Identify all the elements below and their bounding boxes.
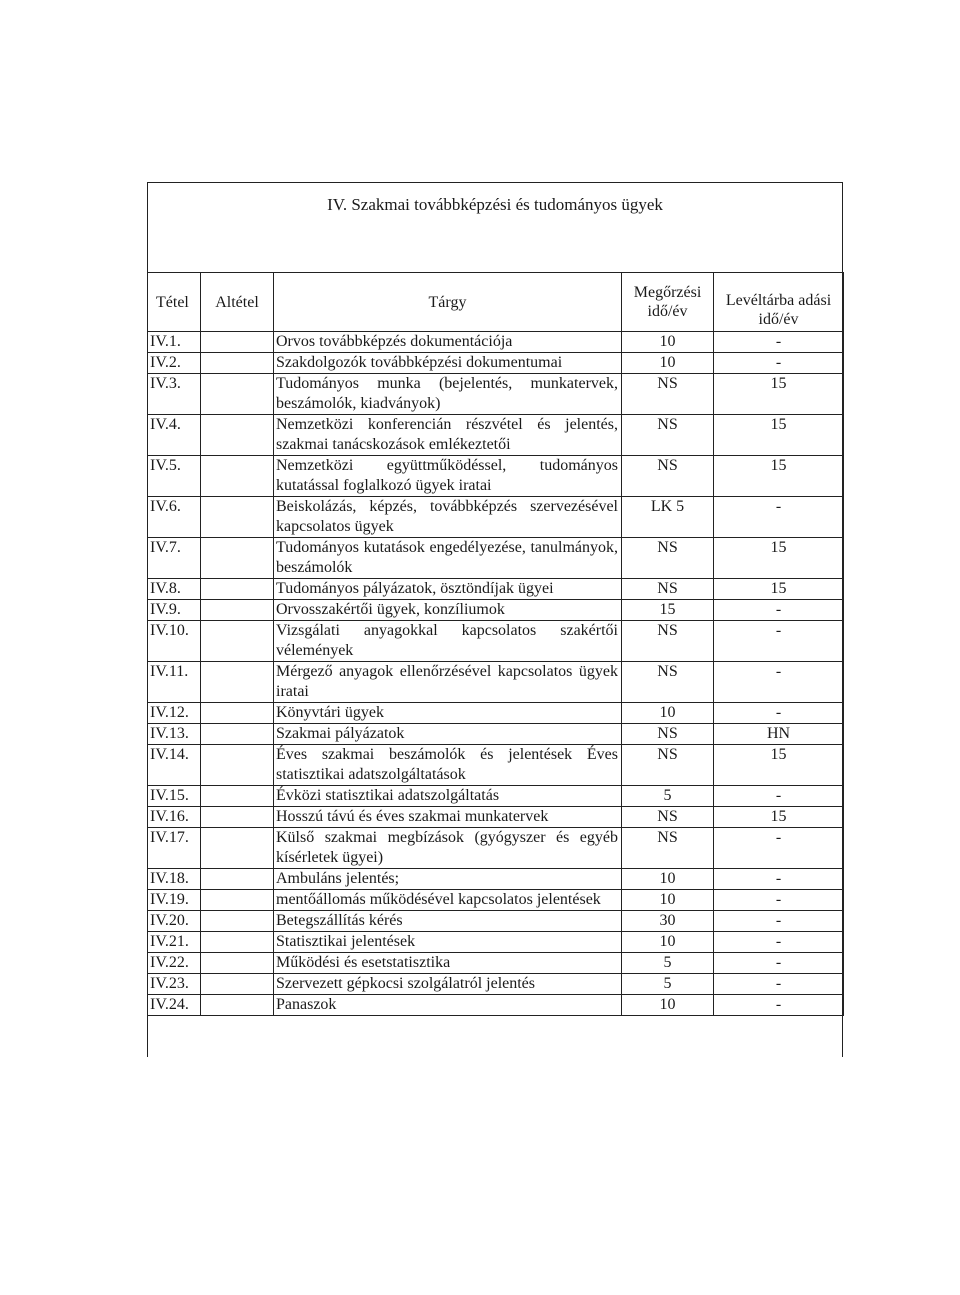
cell-altetel	[201, 828, 274, 869]
cell-leveltar: 15	[714, 745, 844, 786]
cell-altetel	[201, 724, 274, 745]
cell-targy: Évközi statisztikai adatszolgáltatás	[274, 786, 622, 807]
cell-megorzesi: 10	[622, 890, 714, 911]
cell-targy: Beiskolázás, képzés, továbbképzés szervezésével kapcsolatos ügyek	[274, 497, 622, 538]
cell-tetel: IV.16.	[148, 807, 201, 828]
cell-tetel: IV.8.	[148, 579, 201, 600]
cell-leveltar: 15	[714, 579, 844, 600]
table-row	[148, 974, 844, 995]
cell-leveltar: -	[714, 332, 844, 353]
cell-leveltar: 15	[714, 456, 844, 497]
table-row	[148, 828, 844, 869]
cell-megorzesi: NS	[622, 374, 714, 415]
cell-megorzesi: NS	[622, 828, 714, 869]
cell-altetel	[201, 374, 274, 415]
cell-altetel	[201, 497, 274, 538]
cell-leveltar: 15	[714, 538, 844, 579]
cell-altetel	[201, 911, 274, 932]
cell-altetel	[201, 786, 274, 807]
cell-targy: Mérgező anyagok ellenőrzésével kapcsolatos ügyek iratai	[274, 662, 622, 703]
cell-tetel: IV.10.	[148, 621, 201, 662]
cell-altetel	[201, 932, 274, 953]
cell-megorzesi: 10	[622, 703, 714, 724]
table-row	[148, 890, 844, 911]
cell-leveltar: 15	[714, 807, 844, 828]
section-title: IV. Szakmai továbbképzési és tudományos ügyek	[327, 195, 663, 214]
table-row	[148, 600, 844, 621]
cell-tetel: IV.18.	[148, 869, 201, 890]
table-row	[148, 415, 844, 456]
cell-tetel: IV.11.	[148, 662, 201, 703]
cell-megorzesi: NS	[622, 415, 714, 456]
header-targy: Tárgy	[274, 273, 622, 332]
cell-altetel	[201, 456, 274, 497]
cell-megorzesi: NS	[622, 724, 714, 745]
cell-tetel: IV.2.	[148, 353, 201, 374]
cell-megorzesi: 15	[622, 600, 714, 621]
table-row	[148, 579, 844, 600]
cell-leveltar: -	[714, 974, 844, 995]
cell-targy: Könyvtári ügyek	[274, 703, 622, 724]
cell-tetel: IV.6.	[148, 497, 201, 538]
cell-altetel	[201, 353, 274, 374]
cell-altetel	[201, 600, 274, 621]
cell-tetel: IV.17.	[148, 828, 201, 869]
cell-leveltar: -	[714, 621, 844, 662]
cell-megorzesi: 10	[622, 995, 714, 1016]
table-row	[148, 911, 844, 932]
cell-altetel	[201, 890, 274, 911]
cell-targy: Tudományos kutatások engedélyezése, tanulmányok, beszámolók	[274, 538, 622, 579]
cell-targy: Nemzetközi együttműködéssel, tudományos kutatással foglalkozó ügyek iratai	[274, 456, 622, 497]
cell-tetel: IV.13.	[148, 724, 201, 745]
cell-leveltar: -	[714, 662, 844, 703]
cell-megorzesi: NS	[622, 538, 714, 579]
cell-leveltar: -	[714, 911, 844, 932]
cell-targy: Statisztikai jelentések	[274, 932, 622, 953]
cell-targy: Vizsgálati anyagokkal kapcsolatos szakértői vélemények	[274, 621, 622, 662]
table-row	[148, 353, 844, 374]
cell-leveltar: -	[714, 497, 844, 538]
cell-megorzesi: 5	[622, 953, 714, 974]
table-row	[148, 953, 844, 974]
header-altetel: Altétel	[201, 273, 274, 332]
cell-megorzesi: NS	[622, 807, 714, 828]
table-row	[148, 807, 844, 828]
cell-leveltar: -	[714, 600, 844, 621]
cell-tetel: IV.3.	[148, 374, 201, 415]
cell-altetel	[201, 974, 274, 995]
cell-tetel: IV.14.	[148, 745, 201, 786]
cell-megorzesi: 30	[622, 911, 714, 932]
cell-megorzesi: NS	[622, 456, 714, 497]
cell-leveltar: -	[714, 786, 844, 807]
cell-megorzesi: NS	[622, 621, 714, 662]
table-row	[148, 995, 844, 1016]
cell-targy: Tudományos pályázatok, ösztöndíjak ügyei	[274, 579, 622, 600]
table-row	[148, 724, 844, 745]
table-row	[148, 869, 844, 890]
cell-altetel	[201, 579, 274, 600]
header-tetel: Tétel	[148, 273, 201, 332]
cell-megorzesi: 10	[622, 869, 714, 890]
cell-leveltar: -	[714, 869, 844, 890]
table-row	[148, 932, 844, 953]
cell-tetel: IV.22.	[148, 953, 201, 974]
table-header-row	[148, 273, 844, 332]
cell-altetel	[201, 807, 274, 828]
cell-tetel: IV.1.	[148, 332, 201, 353]
cell-tetel: IV.4.	[148, 415, 201, 456]
cell-megorzesi: NS	[622, 745, 714, 786]
cell-altetel	[201, 538, 274, 579]
cell-leveltar: HN	[714, 724, 844, 745]
cell-altetel	[201, 953, 274, 974]
cell-megorzesi: NS	[622, 662, 714, 703]
cell-targy: Ambuláns jelentés;	[274, 869, 622, 890]
cell-tetel: IV.12.	[148, 703, 201, 724]
cell-tetel: IV.24.	[148, 995, 201, 1016]
cell-targy: Nemzetközi konferencián részvétel és jelentés, szakmai tanácskozások emlékeztetői	[274, 415, 622, 456]
table-row	[148, 538, 844, 579]
cell-tetel: IV.15.	[148, 786, 201, 807]
cell-leveltar: 15	[714, 374, 844, 415]
cell-targy: Szervezett gépkocsi szolgálatról jelentés	[274, 974, 622, 995]
cell-leveltar: -	[714, 932, 844, 953]
cell-targy: Éves szakmai beszámolók és jelentések Éves statisztikai adatszolgáltatások	[274, 745, 622, 786]
cell-targy: Betegszállítás kérés	[274, 911, 622, 932]
header-megorzesi: Megőrzési idő/év	[622, 273, 714, 332]
cell-megorzesi: 5	[622, 786, 714, 807]
cell-altetel	[201, 745, 274, 786]
table-row	[148, 786, 844, 807]
cell-leveltar: -	[714, 953, 844, 974]
cell-targy: Szakmai pályázatok	[274, 724, 622, 745]
cell-altetel	[201, 662, 274, 703]
table-row	[148, 374, 844, 415]
cell-altetel	[201, 869, 274, 890]
cell-targy: Működési és esetstatisztika	[274, 953, 622, 974]
cell-megorzesi: 10	[622, 332, 714, 353]
cell-leveltar: -	[714, 828, 844, 869]
cell-targy: Tudományos munka (bejelentés, munkatervek, beszámolók, kiadványok)	[274, 374, 622, 415]
cell-tetel: IV.7.	[148, 538, 201, 579]
table-row	[148, 703, 844, 724]
cell-tetel: IV.21.	[148, 932, 201, 953]
cell-targy: Panaszok	[274, 995, 622, 1016]
table-row	[148, 497, 844, 538]
cell-altetel	[201, 415, 274, 456]
cell-targy: mentőállomás működésével kapcsolatos jelentések	[274, 890, 622, 911]
table-row	[148, 456, 844, 497]
cell-altetel	[201, 995, 274, 1016]
cell-tetel: IV.20.	[148, 911, 201, 932]
cell-targy: Orvosszakértői ügyek, konzíliumok	[274, 600, 622, 621]
cell-tetel: IV.19.	[148, 890, 201, 911]
cell-targy: Hosszú távú és éves szakmai munkatervek	[274, 807, 622, 828]
cell-tetel: IV.5.	[148, 456, 201, 497]
cell-tetel: IV.9.	[148, 600, 201, 621]
table-row	[148, 745, 844, 786]
cell-megorzesi: NS	[622, 579, 714, 600]
cell-leveltar: -	[714, 703, 844, 724]
cell-megorzesi: 5	[622, 974, 714, 995]
retention-table	[147, 272, 844, 1016]
cell-leveltar: -	[714, 995, 844, 1016]
table-row	[148, 662, 844, 703]
cell-targy: Orvos továbbképzés dokumentációja	[274, 332, 622, 353]
cell-megorzesi: 10	[622, 932, 714, 953]
cell-leveltar: -	[714, 353, 844, 374]
table-row	[148, 621, 844, 662]
cell-megorzesi: LK 5	[622, 497, 714, 538]
cell-megorzesi: 10	[622, 353, 714, 374]
cell-leveltar: -	[714, 890, 844, 911]
table-row	[148, 332, 844, 353]
cell-targy: Szakdolgozók továbbképzési dokumentumai	[274, 353, 622, 374]
cell-altetel	[201, 703, 274, 724]
cell-tetel: IV.23.	[148, 974, 201, 995]
cell-altetel	[201, 621, 274, 662]
cell-targy: Külső szakmai megbízások (gyógyszer és egyéb kísérletek ügyei)	[274, 828, 622, 869]
header-leveltar: Levéltárba adási idő/év	[714, 273, 844, 332]
cell-altetel	[201, 332, 274, 353]
cell-leveltar: 15	[714, 415, 844, 456]
